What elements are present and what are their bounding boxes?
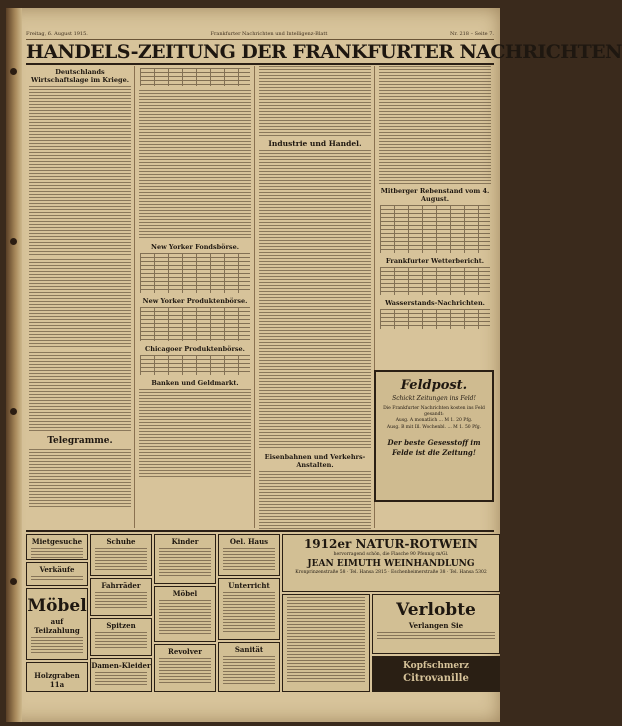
price-table <box>380 205 490 253</box>
feldpost-closing: Der beste Gesesstoff im Felde ist die Zeitung! <box>387 438 481 457</box>
ad-text <box>31 548 83 560</box>
article-text <box>259 471 371 531</box>
ad-moebel-teilzahlung <box>26 588 88 660</box>
binding-hole <box>10 408 17 415</box>
ad-fahrrad <box>90 578 152 616</box>
ad-title: Oel. Haus <box>229 537 269 546</box>
column-heading: Chicagoer Produktenbörse. <box>145 345 245 353</box>
ad-small-block <box>282 594 370 692</box>
column-heading: Frankfurter Wetterbericht. <box>385 257 485 265</box>
weather-table <box>380 267 490 295</box>
article-text <box>29 259 131 349</box>
column-heading: New Yorker Produktenbörse. <box>142 297 248 305</box>
ad-title: Damen-Kleider <box>91 661 151 670</box>
ad-kinder <box>154 534 216 584</box>
ad-text <box>95 632 147 650</box>
article-text <box>139 90 251 240</box>
column-heading: Banken und Geldmarkt. <box>151 379 239 387</box>
header-strip <box>26 31 494 40</box>
column-2 <box>136 66 255 528</box>
article-text <box>139 389 251 479</box>
column-heading: Eisenbahnen und Verkehrs-Anstalten. <box>264 453 366 469</box>
ad-text <box>95 672 147 686</box>
article-text <box>29 352 131 432</box>
ad-subtitle: auf Teilzahlung <box>34 617 80 635</box>
column-heading: New Yorker Fondsbörse. <box>151 243 239 251</box>
ad-subtitle: hervorragend schön, die Flasche 90 Pfennig m/Gl. <box>333 552 449 557</box>
column-heading: Wasserstands-Nachrichten. <box>385 299 485 307</box>
ad-addresses: Kronprinzenstraße 58 · Tel. Hansa 2815 · Eschenheimerstraße 38 · Tel. Hansa 5302 <box>295 570 487 575</box>
feldpost-price: Ausg. A monatlich ... M 1. 20 Pfg. <box>395 418 473 423</box>
water-table <box>380 309 490 329</box>
feldpost-text: Die Frankfurter Nachrichten kosten ins Feld gesandt: <box>383 406 485 417</box>
ad-unterricht <box>218 578 280 640</box>
article-text <box>29 449 131 509</box>
price-table <box>140 307 250 341</box>
newspaper-page <box>6 8 622 722</box>
ad-title: Verlobte <box>396 600 476 620</box>
article-text <box>259 66 371 136</box>
column-heading: Telegramme. <box>47 436 113 446</box>
advertisement-section <box>26 530 494 720</box>
article-text <box>29 86 131 256</box>
ad-title: Möbel <box>27 596 87 616</box>
ad-title: Spitzen <box>106 621 136 630</box>
ad-title: Schuhe <box>106 537 136 546</box>
ad-text <box>223 548 275 570</box>
ad-title: Unterricht <box>228 581 270 590</box>
ad-damen-kleider <box>90 658 152 692</box>
column-1 <box>26 66 135 528</box>
ad-text <box>95 548 147 570</box>
price-table <box>140 355 250 375</box>
ad-title: Verkäufe <box>39 565 75 574</box>
ad-verkaufe <box>26 562 88 586</box>
ad-text <box>287 597 365 683</box>
ad-text <box>159 548 211 576</box>
ad-title: Möbel <box>172 589 198 598</box>
ad-company: JEAN EIMUTH WEINHANDLUNG <box>307 559 475 569</box>
ad-title: Sanität <box>234 645 264 654</box>
issue-number: Nr. 218 – Seite 7. <box>450 31 494 37</box>
ad-text <box>377 632 495 640</box>
ad-text <box>31 637 83 655</box>
ad-text <box>31 576 83 582</box>
ad-title: Fahrräder <box>101 581 141 590</box>
ad-subtitle: Verlangen Sie <box>408 621 464 630</box>
binding-hole <box>10 68 17 75</box>
ad-text <box>223 592 275 632</box>
column-heading: Mitberger Rebenstand vom 4. August. <box>380 187 490 203</box>
issue-date: Freitag, 6. August 1915. <box>26 31 88 37</box>
feldpost-title: Feldpost. <box>400 378 468 393</box>
ad-title: Holzgraben 11a <box>34 671 80 689</box>
article-text <box>259 150 371 450</box>
ad-title: 1912er NATUR-ROTWEIN <box>303 537 479 551</box>
ad-text <box>159 600 211 634</box>
ad-mobil <box>154 586 216 642</box>
feldpost-box <box>374 370 494 502</box>
column-heading: Deutschlands Wirtschaftslage im Kriege. <box>31 68 129 84</box>
feldpost-subtitle: Schickt Zeitungen ins Feld! <box>392 395 476 402</box>
ad-title: Mietgesuche <box>31 537 83 546</box>
ad-mietgesuch <box>26 534 88 560</box>
price-table <box>140 253 250 293</box>
ad-holzgraben <box>26 662 88 692</box>
paper-name: Frankfurter Nachrichten und Intelligenz-Blatt <box>210 31 328 37</box>
binding-hole <box>10 238 17 245</box>
masthead: HANDELS-ZEITUNG DER FRANKFURTER NACHRICHTEN <box>26 41 622 63</box>
column-heading: Industrie und Handel. <box>268 139 362 148</box>
article-text <box>379 66 491 184</box>
ad-title: Revolver <box>168 647 202 656</box>
ad-text <box>95 592 147 610</box>
feldpost-price: Ausg. B mit Ill. Wochenbl. ... M 1. 50 Pfg. <box>386 424 482 430</box>
ad-title: Kinder <box>171 537 199 546</box>
ad-oelhaus <box>218 534 280 576</box>
ad-kopfschmerz <box>372 656 500 692</box>
ad-schuhe <box>90 534 152 576</box>
ad-verlobte <box>372 594 500 654</box>
column-3 <box>256 66 375 528</box>
binding-hole <box>10 578 17 585</box>
price-table <box>140 68 250 86</box>
binding-edge <box>6 8 22 722</box>
ad-title: Kopfschmerz <box>403 661 469 671</box>
ad-revolver <box>154 644 216 692</box>
ad-text <box>223 656 275 684</box>
ad-spitzen <box>90 618 152 656</box>
ad-product: Citrovanille <box>403 673 469 684</box>
ad-text <box>159 658 211 684</box>
ad-sanitaet <box>218 642 280 692</box>
ad-natur-rotwein <box>282 534 500 592</box>
